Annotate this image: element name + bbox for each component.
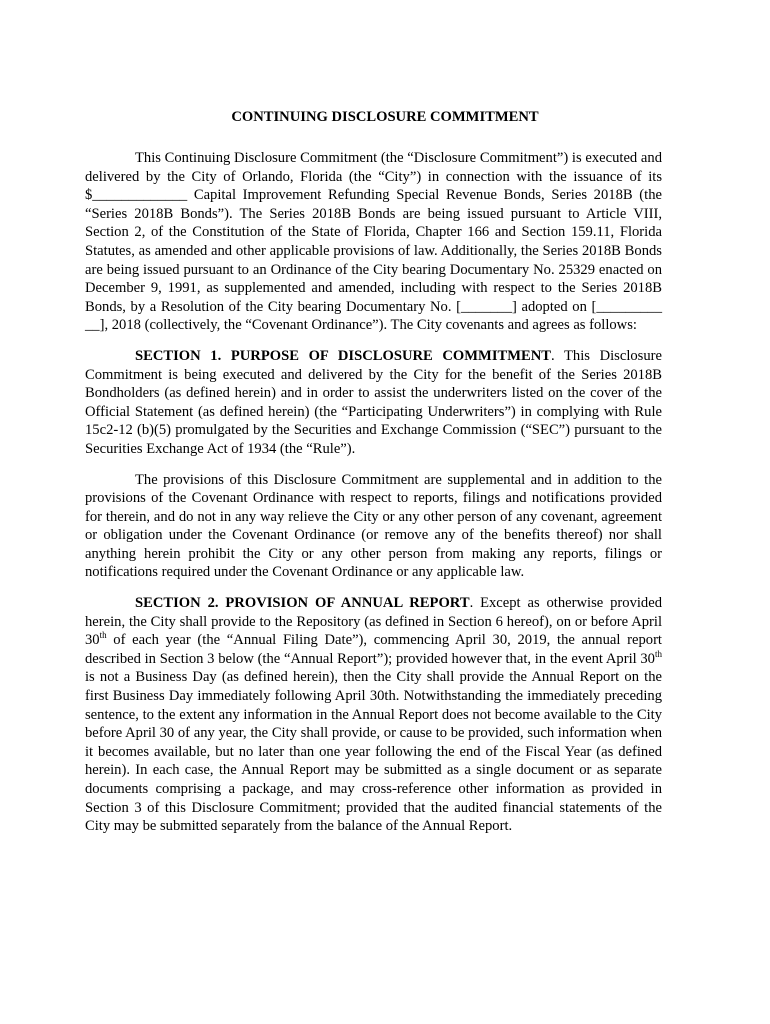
intro-text-4: ], 2018 (collectively, the “Covenant Ordinance”). The City covenants and agrees as follows: bbox=[99, 317, 637, 334]
section-1-paragraph bbox=[85, 347, 662, 459]
provisions-paragraph: The provisions of this Disclosure Commitment are supplemental and in addition to the provisions of the Covenant Ordinance with respect to reports, filings and notifications provided for therein, and do not in any way relieve the City or any other person of any covenant, agreement or obligation under the Covenant Ordinance (or remove any of the benefits thereof) nor shall anything herein prohibit the City or any other person from making any reports, filings or notifications required under the Covenant Ordinance or any applicable law. bbox=[85, 471, 662, 581]
adoption-date-blank: _________ __ bbox=[85, 298, 662, 334]
amount-blank: _____________ bbox=[92, 187, 188, 204]
section-1-text: . This Disclosure Commitment is being executed and delivered by the City for the benefit of the Series 2018B Bondholders (as defined herein) and in order to assist the underwriters listed on the cover of the Official Statement (as defined herein) (the “Participating Underwriters”) in complying with Rule 15c2-12 (b)(5) promulgated by the Securities and Exchange Commission (“SEC”) pursuant to the Securities Exchange Act of 1934 (the “Rule”). bbox=[85, 347, 662, 457]
superscript-th-2: th bbox=[654, 648, 662, 659]
intro-text-3: ] adopted on [ bbox=[512, 298, 597, 315]
section-2-text-1: . Except as otherwise provided herein, the City shall provide to the Repository (as defined in Section 6 hereof), on or before April 30 bbox=[85, 595, 662, 649]
documentary-no-blank: _______ bbox=[460, 298, 513, 315]
section-2-text-2: of each year (the “Annual Filing Date”), commencing April 30, 2019, the annual report described in Section 3 below (the “Annual Report”); provided however that, in the event April 30 bbox=[85, 632, 662, 667]
document-body bbox=[85, 149, 662, 848]
superscript-th-1: th bbox=[99, 630, 107, 641]
section-1-heading: SECTION 1. PURPOSE OF DISCLOSURE COMMITMENT bbox=[135, 347, 552, 364]
section-2-text-3: is not a Business Day (as defined herein), then the City shall provide the Annual Report on the first Business Day immediately following April 30th. Notwithstanding the immediately preceding sentence, to the extent any information in the Annual Report does not become available to the City before April 30 of any year, the City shall provide, or cause to be provided, such information when it becomes available, but no later than one year following the end of the Fiscal Year (as defined herein). In each case, the Annual Report may be submitted as a single document or as separate documents comprising a package, and may cross-reference other information as provided in Section 3 of this Disclosure Commitment; provided that the audited financial statements of the City may be submitted separately from the balance of the Annual Report. bbox=[85, 669, 662, 835]
section-2-paragraph bbox=[85, 594, 662, 836]
intro-text-1: This Continuing Disclosure Commitment (the “Disclosure Commitment”) is executed and delivered by the City of Orlando, Florida (the “City”) in connection with the issuance of its $ bbox=[85, 150, 662, 204]
document-title: CONTINUING DISCLOSURE COMMITMENT bbox=[231, 109, 539, 125]
intro-text-2: Capital Improvement Refunding Special Revenue Bonds, Series 2018B (the “Series 2018B Bonds”). The Series 2018B Bonds are being issued pursuant to Article VIII, Section 2, of the Constitution of the State of Florida, Chapter 166 and Section 159.11, Florida Statutes, as amended and other applicable provisions of law. Additionally, the Series 2018B Bonds are being issued pursuant to an Ordinance of the City bearing Documentary No. 25329 enacted on December 9, 1991, as supplemented and amended, including with respect to the Series 2018B Bonds, by a Resolution of the City bearing Documentary No. [ bbox=[85, 187, 662, 315]
section-2-heading: SECTION 2. PROVISION OF ANNUAL REPORT bbox=[135, 595, 470, 612]
intro-paragraph bbox=[85, 149, 662, 335]
